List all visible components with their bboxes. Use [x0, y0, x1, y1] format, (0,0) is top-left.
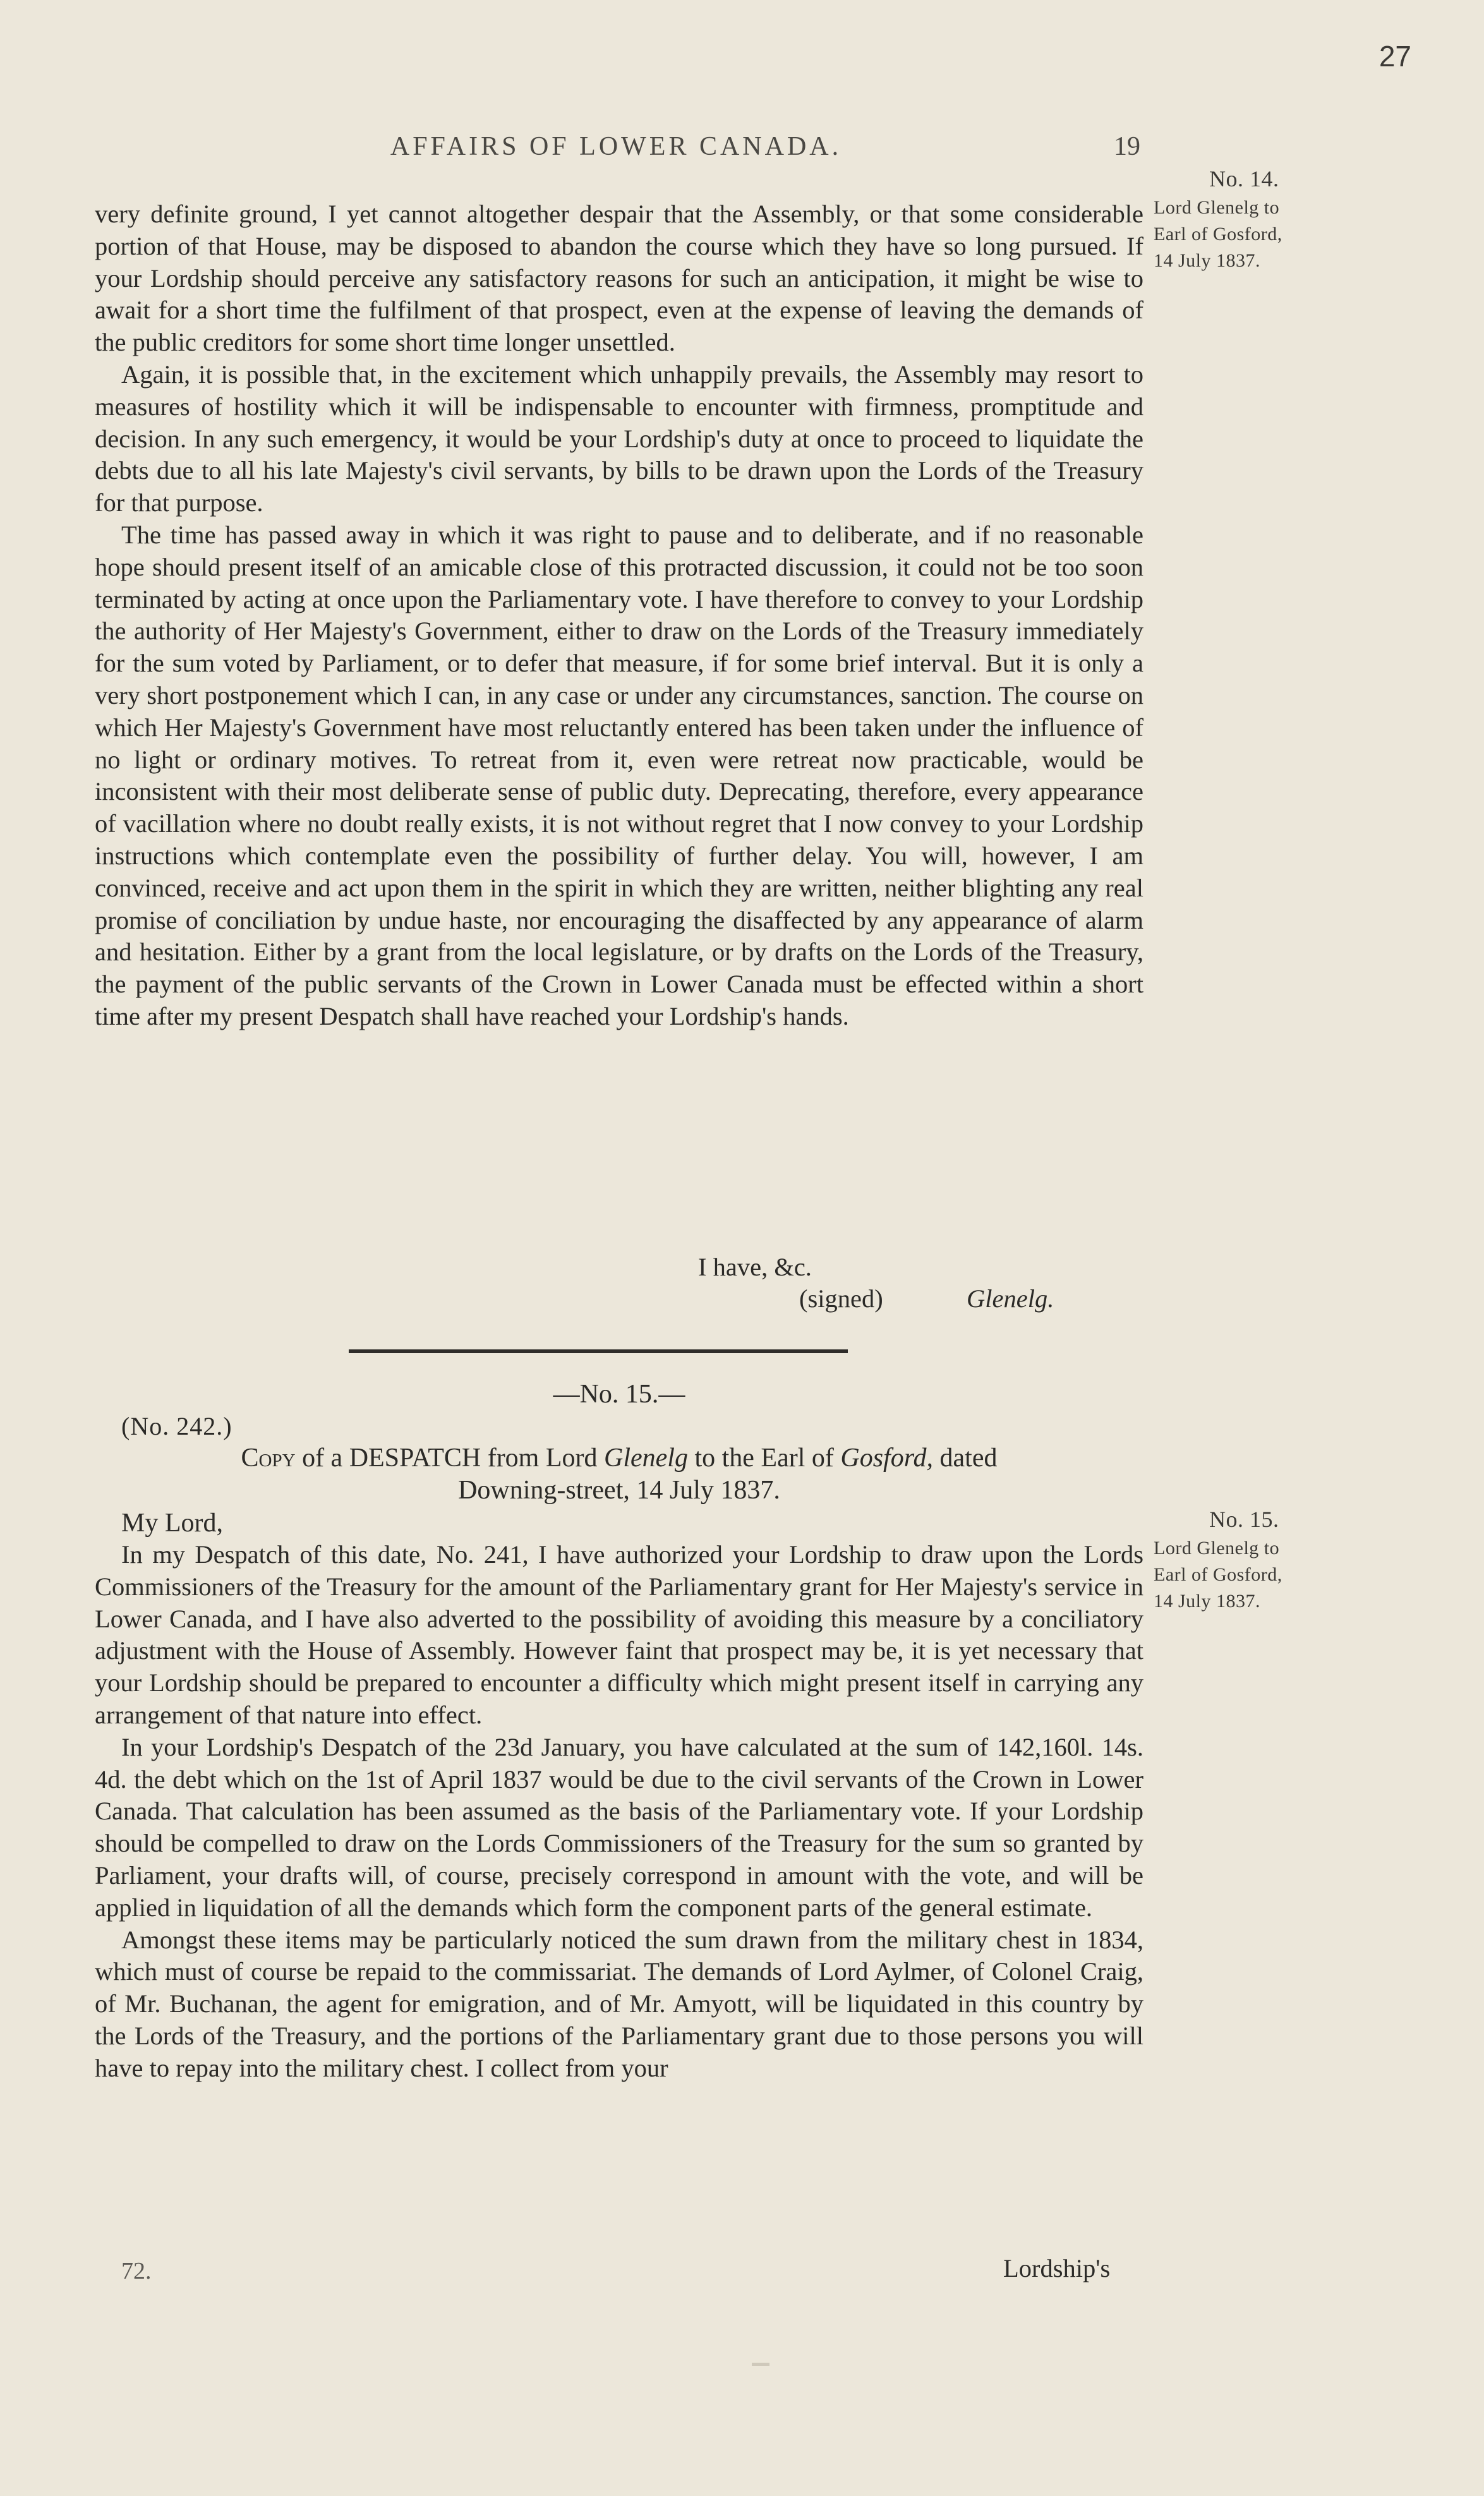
catchword: Lordship's	[1003, 2254, 1111, 2282]
section-divider	[349, 1349, 848, 1353]
despatch-header	[95, 1443, 1143, 1473]
paragraph: Amongst these items may be particularly noticed the sum drawn from the military chest in 1834, which must of course be repaid to the commissariat. The demands of Lord Aylmer, of Colonel Craig, of Mr. Buchanan, the agent for emigration, and of Mr. Amyott, will be liquidated in this country by the Lords of the Treasury, and the portions of the Parliamentary grant due to those persons you will have to repay into the military chest. I collect from your	[95, 1925, 1143, 2082]
sidenote-line: 14 July 1837.	[1154, 250, 1261, 271]
paragraph: very definite ground, I yet cannot altogether despair that the Assembly, or that some considerable portion of that House, may be disposed to abandon the course which they have so long pursued. If your Lordship should perceive any satisfactory reasons for such an anticipation, it might be wise to await for a short time the fulfilment of that prospect, even at the expense of leaving the demands of the public creditors for some short time longer unsettled.	[95, 200, 1143, 357]
printer-signature-mark: 72.	[121, 2258, 152, 2284]
sidenote-line: Earl of Gosford,	[1154, 1564, 1282, 1585]
header-copy: Copy	[241, 1444, 296, 1473]
salutation: My Lord,	[121, 1509, 223, 1538]
header-name: Gosford,	[840, 1444, 934, 1473]
letter-14-body	[95, 198, 1143, 1033]
closing-formula: I have, &c.	[698, 1253, 812, 1281]
letter-15-body	[95, 1539, 1143, 2085]
sidenote-line: Lord Glenelg to	[1154, 197, 1280, 218]
sidenote-line: Earl of Gosford,	[1154, 224, 1282, 244]
paragraph: The time has passed away in which it was right to pause and to deliberate, and if no reasonable hope should present itself of an amicable close of this protracted discussion, it could not be too soon terminated by acting at once upon the Parliamentary vote. I have therefore to convey to your Lordship the authority of Her Majesty's Government, either to draw on the Lords of the Treasury immediately for the sum voted by Parliament, or to defer that measure, if for some brief interval. But it is only a very short postponement which I can, in any case or under any circumstances, sanction. The course on which Her Majesty's Government have most reluctantly entered has been taken under the influence of no light or ordinary motives. To retreat from it, even were retreat now practicable, would be inconsistent with their most deliberate sense of public duty. Deprecating, therefore, every appearance of vacillation where no doubt really exists, it is not without regret that I now convey to your Lordship instructions which contemplate even the possibility of further delay. You will, however, I am convinced, receive and act upon them in the spirit in which they are written, neither blighting any real promise of conciliation by undue haste, nor encouraging the disaffected by any appearance of alarm and hesitation. Either by a grant from the local legislature, or by drafts on the Lords of the Treasury, the payment of the public servants of the Crown in Lower Canada must be effected within a short time after my present Despatch shall have reached your Lordship's hands.	[95, 520, 1143, 1030]
document-number-heading: —No. 15.—	[553, 1380, 685, 1409]
header-text: of a DESPATCH from Lord	[302, 1444, 598, 1473]
running-head-folio: 19	[1114, 132, 1140, 161]
running-head-title: AFFAIRS OF LOWER CANADA.	[390, 132, 842, 161]
sidenote-line: Lord Glenelg to	[1154, 1538, 1280, 1558]
sidenote-number: No. 15.	[1209, 1507, 1279, 1532]
paper-mark	[752, 2363, 769, 2366]
despatch-reference: (No. 242.)	[121, 1412, 232, 1440]
paragraph: In my Despatch of this date, No. 241, I have authorized your Lordship to draw upon the Lords Commissioners of the Treasury for the amount of the Parliamentary grant for Her Majesty's service in Lower Canada, and I have also adverted to the possibility of avoiding this measure by a conciliatory adjustment with the House of Assembly. However faint that prospect may be, it is yet necessary that your Lordship should be prepared to encounter a difficulty which might present itself in carrying any arrangement of that nature into effect.	[95, 1540, 1143, 1729]
page-number: 27	[1378, 40, 1411, 73]
header-text: dated	[939, 1444, 998, 1473]
paragraph: Again, it is possible that, in the excitement which unhappily prevails, the Assembly may resort to measures of hostility which it will be indispensable to encounter with firmness, promptitude and decision. In any such emergency, it would be your Lordship's duty at once to proceed to liquidate the debts due to all his late Majesty's civil servants, by bills to be drawn upon the Lords of the Treasury for that purpose.	[95, 359, 1143, 517]
despatch-date-line: Downing-street, 14 July 1837.	[458, 1476, 780, 1505]
sidenote-number: No. 14.	[1209, 166, 1279, 191]
header-name: Glenelg	[604, 1444, 688, 1473]
sidenote-line: 14 July 1837.	[1154, 1591, 1261, 1612]
header-text: to the Earl of	[694, 1444, 834, 1473]
sidenote-no-15	[1154, 1504, 1343, 1615]
signed-label: (signed)	[799, 1284, 883, 1313]
sidenote-no-14	[1154, 163, 1343, 274]
paragraph: In your Lordship's Despatch of the 23d January, you have calculated at the sum of 142,160l. 14s. 4d. the debt which on the 1st of April 1837 would be due to the civil servants of the Crown in Lower Canada. That calculation has been assumed as the basis of the Parliamentary vote. If your Lordship should be compelled to draw on the Lords Commissioners of the Treasury for the sum so granted by Parliament, your drafts will, of course, precisely correspond in amount with the vote, and will be applied in liquidation of all the demands which form the component parts of the general estimate.	[95, 1732, 1143, 1922]
signature: Glenelg.	[967, 1284, 1054, 1313]
